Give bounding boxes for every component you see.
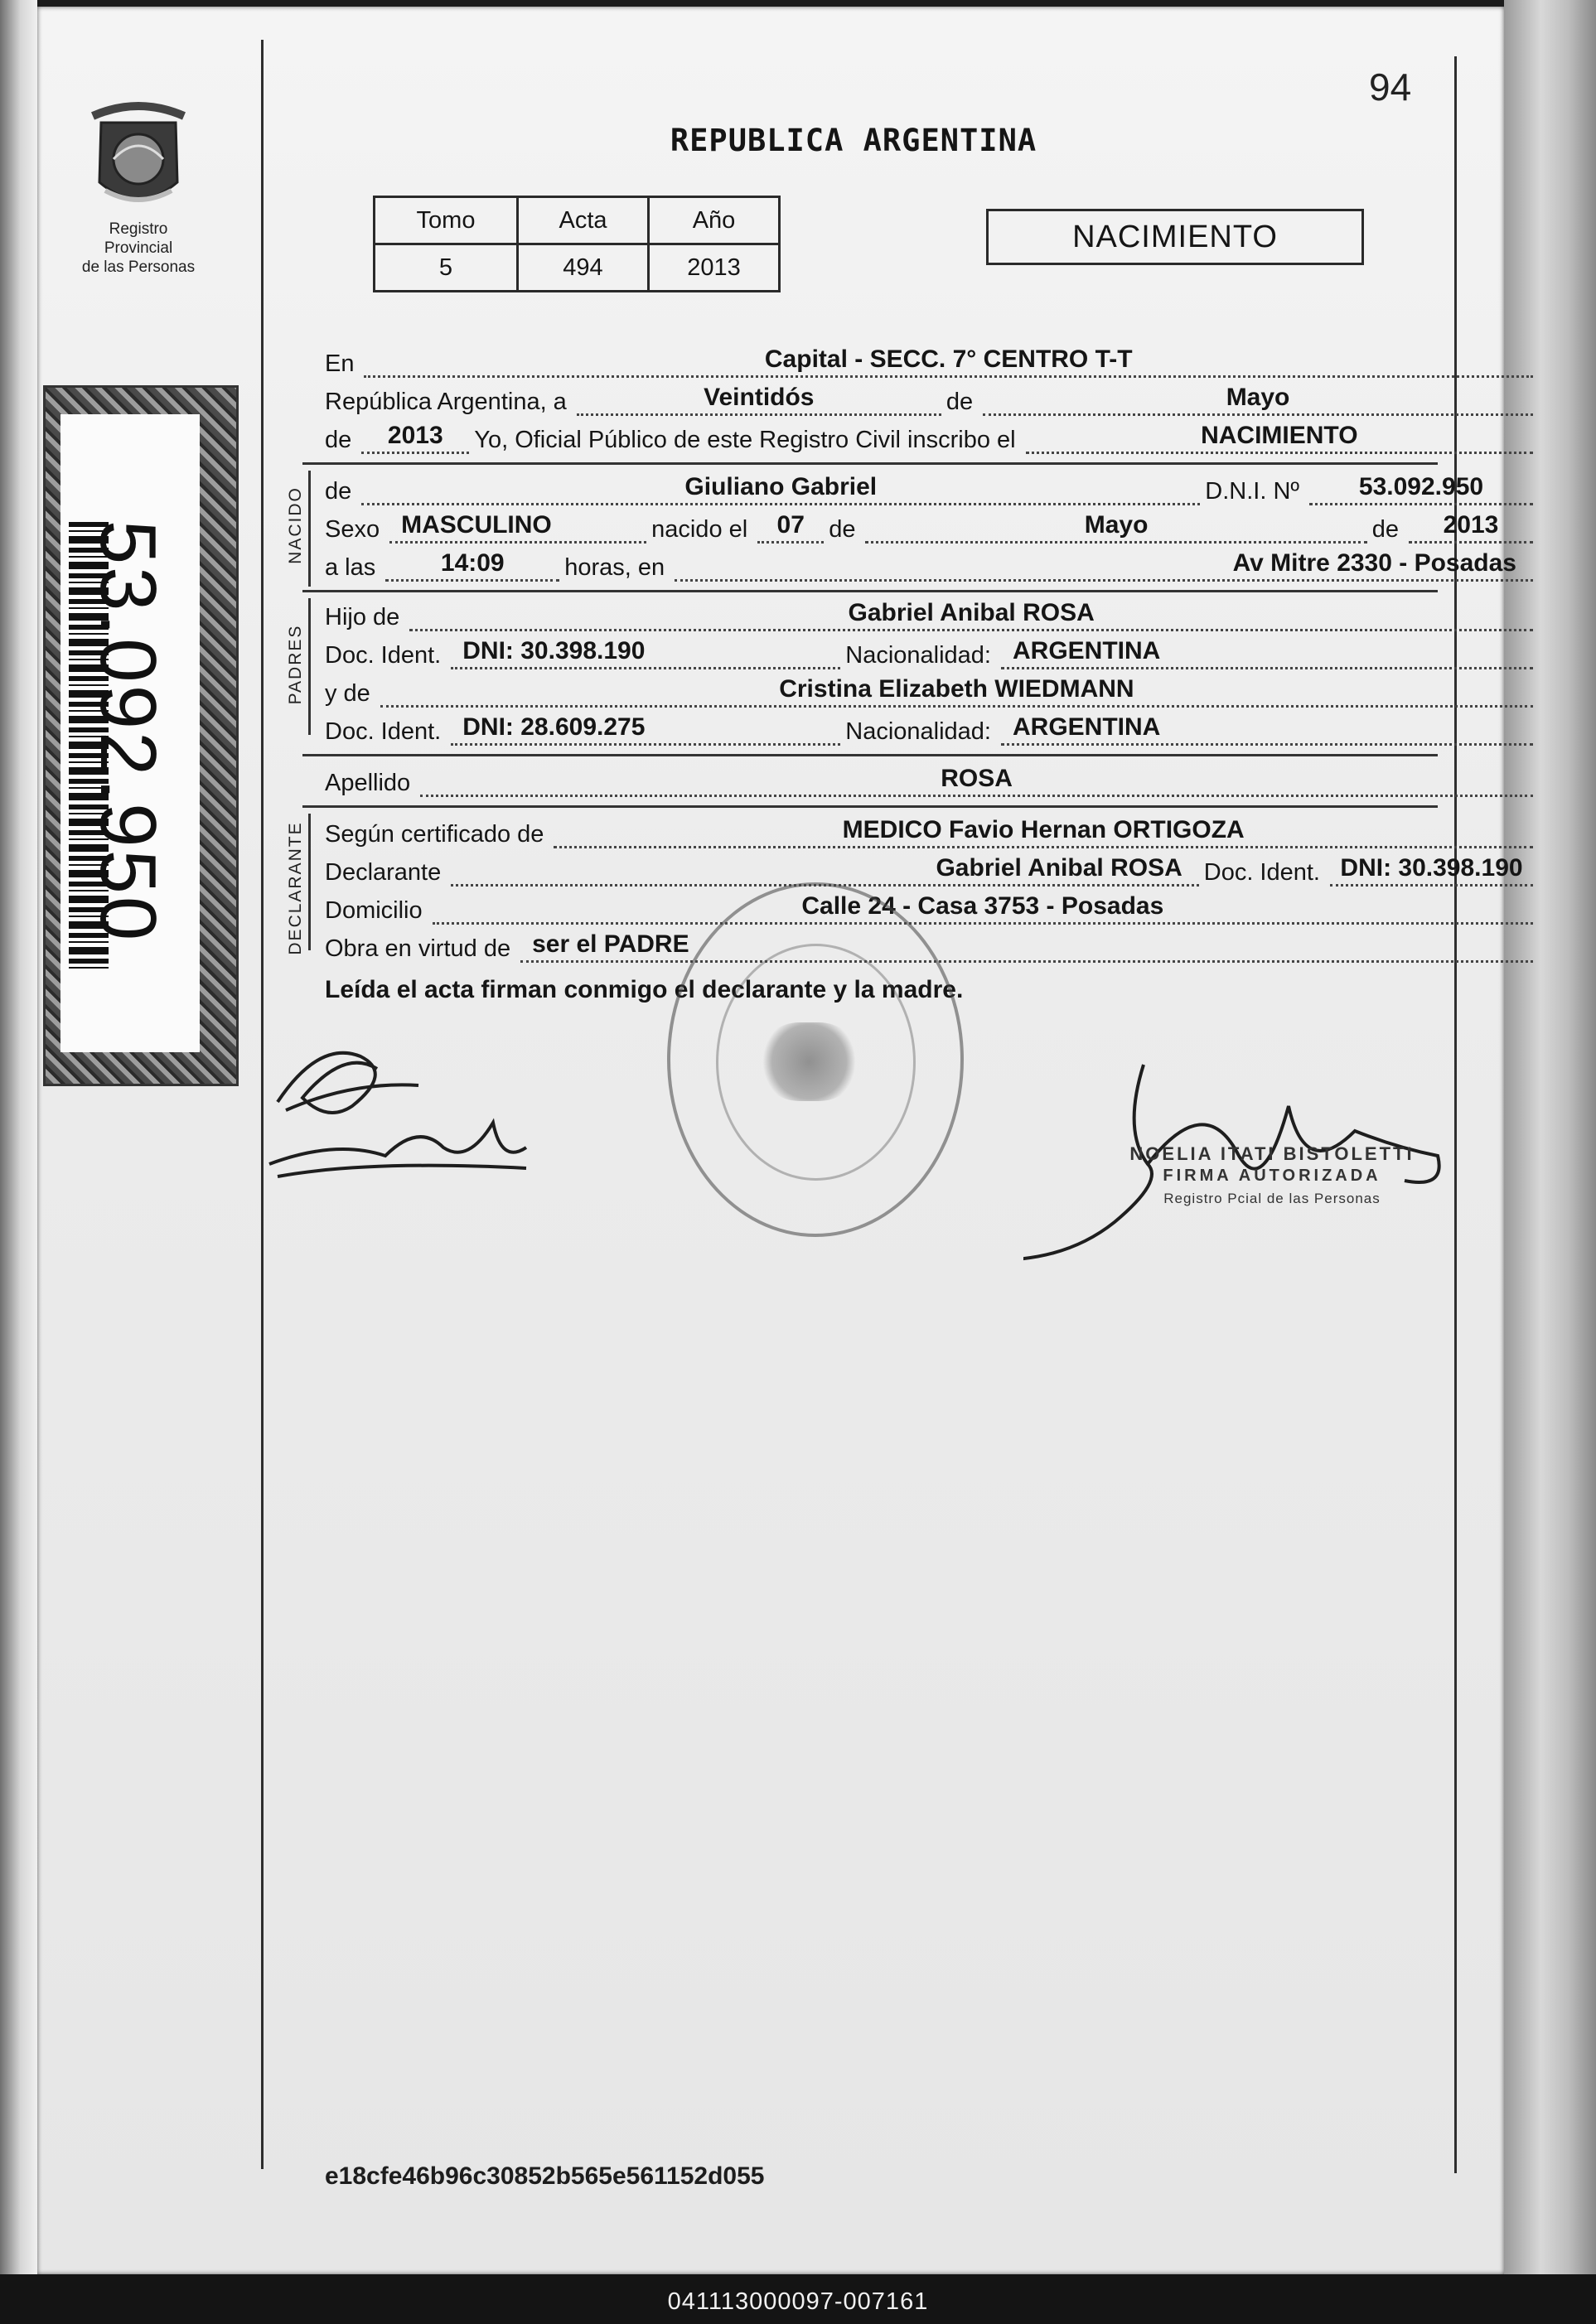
dni-field <box>1309 470 1533 505</box>
birth-place-value: Av Mitre 2330 - Posadas <box>1232 549 1516 577</box>
rule-apellido-top <box>302 754 1438 756</box>
row-apellido <box>325 761 1538 797</box>
day-field <box>577 380 941 416</box>
seal-emblem-icon <box>76 99 201 215</box>
father-nationality-field <box>1001 634 1533 669</box>
nacido-bracket <box>308 471 311 587</box>
declarante-value: Gabriel Anibal ROSA <box>936 854 1182 882</box>
seal-caption-line1: Registro Provincial <box>104 220 173 257</box>
officer-stamp <box>1090 1143 1454 1207</box>
barcode-sticker-face <box>60 414 200 1052</box>
page-number: 94 <box>1369 65 1412 109</box>
table-cell-tomo: 5 <box>375 244 518 292</box>
father-name-field <box>409 596 1533 631</box>
birth-place-field <box>675 546 1533 582</box>
dni-value: 53.092.950 <box>1358 473 1484 500</box>
domicilio-field <box>433 889 1533 925</box>
nacido-de-label: de <box>325 478 352 505</box>
rule-padres-top <box>302 590 1438 592</box>
birth-de-label: de <box>829 516 856 543</box>
certificado-field <box>554 813 1533 848</box>
declarant-signatures-icon <box>253 1023 551 1205</box>
row-mother <box>325 671 1538 708</box>
certificado-label: Según certificado de <box>325 821 544 848</box>
place-field <box>364 342 1533 378</box>
table-header-ano: Año <box>649 197 780 244</box>
de-label: de <box>946 389 974 415</box>
day-value: Veintidós <box>704 384 815 411</box>
year-value: 2013 <box>387 422 443 449</box>
year-field <box>361 418 469 454</box>
rule-declarante-top <box>302 805 1438 808</box>
seal-caption-line2: de las Personas <box>81 258 196 276</box>
barcode-sticker <box>43 385 239 1086</box>
month-field <box>983 380 1533 416</box>
y-de-label: y de <box>325 680 370 707</box>
declarante-doc-label: Doc. Ident. <box>1203 859 1320 886</box>
record-type-box: NACIMIENTO <box>986 209 1364 265</box>
barcode-number: 53.092.950 <box>84 519 172 944</box>
table-header-acta: Acta <box>518 197 649 244</box>
declarante-section-label: DECLARANTE <box>286 821 305 955</box>
mother-doc-field <box>451 710 840 746</box>
father-name-value: Gabriel Anibal ROSA <box>848 599 1095 626</box>
table-cell-acta: 494 <box>518 244 649 292</box>
document-hash: e18cfe46b96c30852b565e561152d055 <box>325 2162 765 2190</box>
row-father <box>325 595 1538 631</box>
padres-bracket <box>308 598 311 735</box>
birth-de-label-2: de <box>1371 516 1399 543</box>
row-statement <box>325 418 1538 454</box>
rule-nacido-top <box>302 462 1438 465</box>
apellido-field <box>420 761 1533 797</box>
declarante-field <box>451 851 1199 887</box>
mother-name-field <box>380 672 1533 708</box>
place-value: Capital - SECC. 7° CENTRO T-T <box>764 345 1133 373</box>
mother-doc-value: DNI: 28.609.275 <box>462 713 646 741</box>
officer-office: Registro Pcial de las Personas <box>1163 1191 1381 1206</box>
nacido-section-label: NACIDO <box>286 486 305 564</box>
padres-section-label: PADRES <box>286 624 305 705</box>
row-declarant <box>325 850 1538 887</box>
horas-label: horas, en <box>564 554 665 581</box>
stamp-portrait <box>762 1022 857 1101</box>
facing-page-edge <box>0 0 37 2274</box>
statement-text: Yo, Oficial Público de este Registro Civil inscribo el <box>474 427 1016 453</box>
officer-title: FIRMA AUTORIZADA <box>1163 1167 1381 1185</box>
apellido-label: Apellido <box>325 770 411 796</box>
mother-doc-label: Doc. Ident. <box>325 718 442 745</box>
provincial-seal <box>76 99 201 276</box>
apellido-value: ROSA <box>941 765 1013 792</box>
obra-value: ser el PADRE <box>532 930 689 958</box>
declarante-doc-value: DNI: 30.398.190 <box>1340 854 1523 882</box>
closing-statement: Leída el acta firman conmigo el declarante y la madre. <box>325 976 964 1003</box>
a-las-label: a las <box>325 554 376 581</box>
month-value: Mayo <box>1226 384 1290 411</box>
dni-label: D.N.I. Nº <box>1205 478 1299 505</box>
declarante-label: Declarante <box>325 859 442 886</box>
document-title: REPUBLICA ARGENTINA <box>670 123 1037 158</box>
name-field <box>361 470 1200 505</box>
mother-name-value: Cristina Elizabeth WIEDMANN <box>779 675 1134 703</box>
birth-month-value: Mayo <box>1084 511 1149 539</box>
table-cell-ano: 2013 <box>649 244 780 292</box>
mother-nationality-field <box>1001 710 1533 746</box>
declarante-doc-field <box>1330 851 1533 887</box>
father-nationality-value: ARGENTINA <box>1012 637 1161 664</box>
row-place <box>325 341 1538 378</box>
row-name <box>325 469 1538 505</box>
sexo-label: Sexo <box>325 516 380 543</box>
row-sex-date <box>325 507 1538 544</box>
obra-label: Obra en virtud de <box>325 935 511 962</box>
row-certificate <box>325 812 1538 848</box>
obra-field <box>520 927 1533 963</box>
birth-time-value: 14:09 <box>440 549 505 577</box>
row-date <box>325 379 1538 416</box>
sexo-value: MASCULINO <box>401 511 552 539</box>
hijo-de-label: Hijo de <box>325 604 400 631</box>
nacido-el-label: nacido el <box>651 516 748 543</box>
act-field <box>1026 418 1533 454</box>
table-header-tomo: Tomo <box>375 197 518 244</box>
republica-label: República Argentina, a <box>325 389 567 415</box>
row-father-doc <box>325 633 1538 669</box>
father-nationality-label: Nacionalidad: <box>845 642 991 669</box>
birth-time-field <box>385 546 559 582</box>
officer-name: NOELIA ITATI BISTOLETTI <box>1129 1143 1415 1164</box>
en-label: En <box>325 350 355 377</box>
act-value: NACIMIENTO <box>1201 422 1358 449</box>
domicilio-value: Calle 24 - Casa 3753 - Posadas <box>801 892 1164 920</box>
scan-code: 041113000097-007161 <box>667 2288 929 2315</box>
sexo-field <box>389 508 646 544</box>
record-table <box>373 196 781 292</box>
birth-month-field <box>865 508 1366 544</box>
birth-year-field <box>1409 508 1533 544</box>
declarante-bracket <box>308 814 311 950</box>
birth-day-value: 07 <box>776 511 805 539</box>
birth-day-field <box>757 508 824 544</box>
certificado-value: MEDICO Favio Hernan ORTIGOZA <box>842 816 1245 843</box>
row-address <box>325 888 1538 925</box>
father-doc-label: Doc. Ident. <box>325 642 442 669</box>
domicilio-label: Domicilio <box>325 897 423 924</box>
row-mother-doc <box>325 709 1538 746</box>
father-doc-value: DNI: 30.398.190 <box>462 637 646 664</box>
name-value: Giuliano Gabriel <box>684 473 878 500</box>
father-doc-field <box>451 634 840 669</box>
official-stamp <box>667 882 964 1237</box>
mother-nationality-label: Nacionalidad: <box>845 718 991 745</box>
row-time-place <box>325 545 1538 582</box>
birth-year-value: 2013 <box>1443 511 1499 539</box>
year-prefix-label: de <box>325 427 352 453</box>
mother-nationality-value: ARGENTINA <box>1012 713 1161 741</box>
